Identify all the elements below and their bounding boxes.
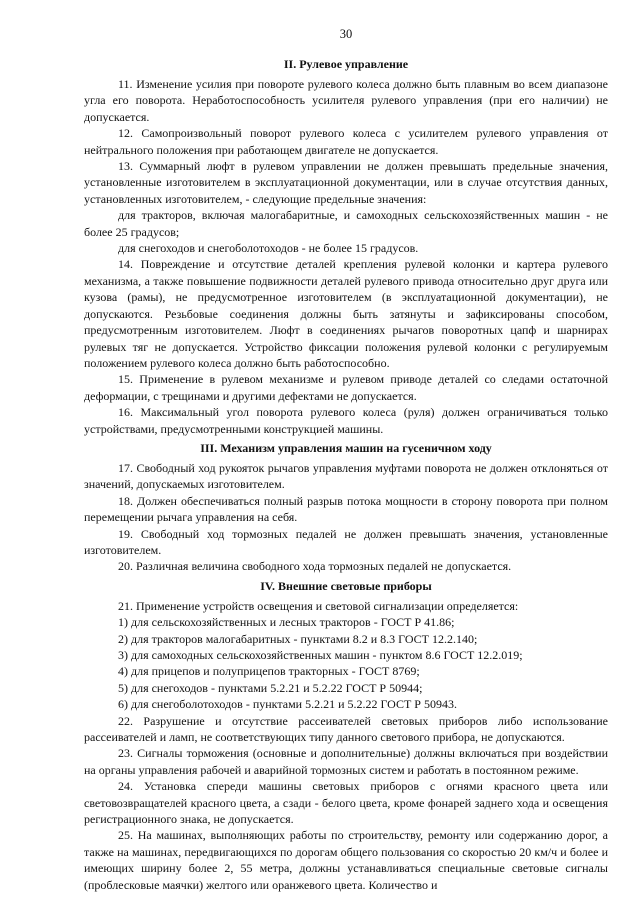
paragraph-13-snowmobiles: для снегоходов и снегоболотоходов - не более 15 градусов. [118, 241, 419, 256]
paragraph-13: 13. Суммарный люфт в рулевом управлении не должен превышать предельные значения, установленные изготовителем в эксплуатационной документации, или в случае отсутствия данных, установленных изготовителем, - следующие предельные значения: [84, 159, 608, 206]
paragraph-23: 23. Сигналы торможения (основные и дополнительные) должны включаться при воздействии на органы управления рабочей и аварийной тормозных систем и работать в постоянном режиме. [84, 746, 608, 777]
paragraph-21: 21. Применение устройств освещения и световой сигнализации определяется: [118, 598, 519, 613]
paragraph-22: 22. Разрушение и отсутствие рассеивателей световых приборов либо использование рассеивателей и ламп, не соответствующих типу данного светового прибора, не допускаются. [84, 713, 608, 745]
section-lighting-body [84, 598, 608, 893]
paragraph-19: 19. Свободный ход тормозных педалей не должен превышать значения, установленные изготовителем. [84, 526, 608, 557]
section-title-steering: II. Рулевое управление [283, 57, 409, 71]
list-item-2: 2) для тракторов малогабаритных - пунктами 8.2 и 8.3 ГОСТ 12.2.140; [118, 631, 478, 646]
list-item-5: 5) для снегоходов - пунктами 5.2.21 и 5.2.22 ГОСТ Р 50944; [118, 680, 423, 695]
paragraph-14: 14. Повреждение и отсутствие деталей крепления рулевой колонки и картера рулевого механизма, а также повышение подвижности деталей рулевого привода относительно друг друга или кузова (рамы), не предусмотренное изготовителем (в эксплуатационной документации), не допускаются. Резьбовые соединения должны быть затянуты и зафиксированы способом, предусмотренным изготовителем. Люфт в соединениях рычагов поворотных цапф и шарнирах рулевых тяг не допускается. Устройство фиксации положения рулевой колонки с регулируемым положением рулевого колеса должно быть работоспособно. [84, 257, 608, 370]
list-item-6: 6) для снегоболотоходов - пунктами 5.2.21 и 5.2.22 ГОСТ Р 50943. [118, 697, 457, 712]
paragraph-15: 15. Применение в рулевом механизме и рулевом приводе деталей со следами остаточной деформации, с трещинами и другими дефектами не допускается. [84, 372, 608, 403]
paragraph-17: 17. Свободный ход рукояток рычагов управления муфтами поворота не должен отклоняться от значений, допускаемых изготовителем. [84, 460, 608, 492]
paragraph-25: 25. На машинах, выполняющих работы по строительству, ремонту или содержанию дорог, а также на машинах, передвигающихся по дорогам общего пользования со скоростью 20 км/ч и более и имеющих ширину более 2, 55 метра, должны устанавливаться специальные световые сигналы (проблесковые маячки) желтого или оранжевого цвета. Количество и [84, 828, 608, 892]
list-item-3: 3) для самоходных сельскохозяйственных машин - пунктом 8.6 ГОСТ 12.2.019; [118, 648, 523, 662]
paragraph-16: 16. Максимальный угол поворота рулевого колеса (руля) должен ограничиваться только устройствами, предусмотренными конструкцией машины. [84, 405, 608, 436]
page-number: 30 [339, 27, 353, 41]
paragraph-24: 24. Установка спереди машины световых приборов с огнями красного цвета или световозвращателей красного цвета, а сзади - белого цвета, кроме фонарей заднего хода и освещения регистрационного знака, не допускается. [84, 779, 608, 827]
list-item-1: 1) для сельскохозяйственных и лесных тракторов - ГОСТ Р 41.86; [118, 615, 455, 630]
paragraph-18: 18. Должен обеспечиваться полный разрыв потока мощности в сторону поворота при полном перемещении рычага управления на себя. [84, 493, 608, 525]
list-item-4: 4) для прицепов и полуприцепов тракторных - ГОСТ 8769; [118, 664, 420, 679]
section-title-lighting: IV. Внешние световые приборы [260, 578, 432, 593]
paragraph-12: 12. Самопроизвольный поворот рулевого колеса с усилителем рулевого управления от нейтрального положения при работающем двигателе не допускается. [84, 126, 608, 157]
paragraph-11: 11. Изменение усилия при повороте рулевого колеса должно быть плавным во всем диапазоне угла его поворота. Неработоспособность усилителя рулевого управления (при его наличии) не допускается. [84, 77, 608, 124]
section-steering-body [84, 76, 608, 437]
paragraph-20: 20. Различная величина свободного хода тормозных педалей не допускается. [118, 559, 512, 574]
section-tracked-control-body [84, 460, 608, 575]
section-title-tracked-control: III. Механизм управления машин на гусеничном ходу [200, 440, 492, 455]
paragraph-13-tractors: для тракторов, включая малогабаритные, и самоходных сельскохозяйственных машин - не более 25 градусов; [84, 208, 608, 239]
document-page [84, 26, 608, 893]
